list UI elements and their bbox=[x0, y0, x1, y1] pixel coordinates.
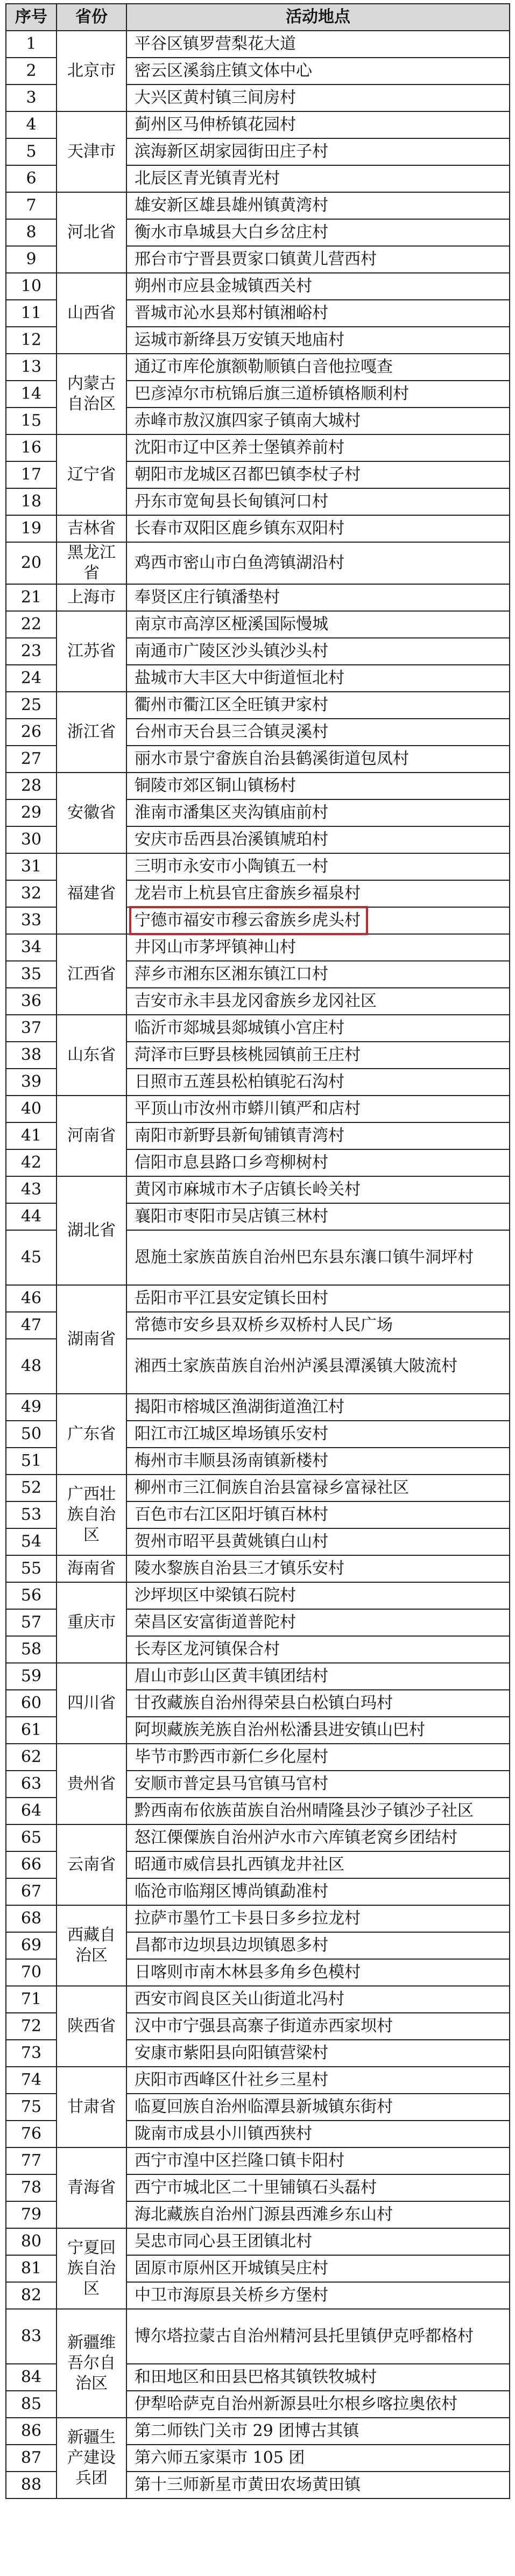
row-number: 33 bbox=[6, 907, 57, 934]
row-number: 49 bbox=[6, 1394, 57, 1421]
location-cell: 陇南市成县小川镇西狭村 bbox=[126, 2121, 510, 2147]
row-number: 27 bbox=[6, 746, 57, 773]
location-cell: 台州市天台县三合镇灵溪村 bbox=[126, 719, 510, 746]
row-number: 40 bbox=[6, 1096, 57, 1122]
location-cell: 平谷区镇罗营梨花大道 bbox=[126, 31, 510, 58]
location-cell: 通辽市库伦旗额勒顺镇白音他拉嘎查 bbox=[126, 354, 510, 381]
table-body bbox=[6, 31, 510, 2498]
row-number: 38 bbox=[6, 1042, 57, 1069]
province-cell: 河北省 bbox=[57, 192, 126, 273]
row-number: 51 bbox=[6, 1448, 57, 1475]
row-number: 58 bbox=[6, 1636, 57, 1663]
table-row bbox=[6, 584, 510, 611]
location-cell: 庆阳市西峰区什社乡三星村 bbox=[126, 2067, 510, 2094]
location-cell: 龙岩市上杭县官庄畲族乡福泉村 bbox=[126, 880, 510, 907]
row-number: 30 bbox=[6, 826, 57, 853]
location-cell: 襄阳市枣阳市吴店镇三林村 bbox=[126, 1203, 510, 1230]
location-cell: 临夏回族自治州临潭县新城镇东街村 bbox=[126, 2094, 510, 2121]
row-number: 22 bbox=[6, 611, 57, 638]
table-row bbox=[6, 273, 510, 300]
row-number: 57 bbox=[6, 1609, 57, 1636]
location-cell: 南京市高淳区桠溪国际慢城 bbox=[126, 611, 510, 638]
location-cell: 百色市右江区阳圩镇百林村 bbox=[126, 1501, 510, 1528]
location-cell: 巴彦淖尔市杭锦后旗三道桥镇格顺利村 bbox=[126, 381, 510, 408]
location-cell: 朝阳市龙城区召都巴镇李杖子村 bbox=[126, 461, 510, 488]
row-number: 11 bbox=[6, 300, 57, 327]
row-number: 60 bbox=[6, 1690, 57, 1717]
province-cell: 江西省 bbox=[57, 934, 126, 1015]
table-row bbox=[6, 1394, 510, 1421]
row-number: 86 bbox=[6, 2418, 57, 2445]
location-cell: 平顶山市汝州市蟒川镇严和店村 bbox=[126, 1096, 510, 1122]
row-number: 7 bbox=[6, 192, 57, 219]
location-cell: 日照市五莲县松柏镇驼石沟村 bbox=[126, 1069, 510, 1096]
province-cell: 新疆维吾尔自治区 bbox=[57, 2309, 126, 2418]
location-cell: 吴忠市同心县王团镇北村 bbox=[126, 2228, 510, 2255]
row-number: 35 bbox=[6, 961, 57, 988]
location-cell: 赤峰市敖汉旗四家子镇南大城村 bbox=[126, 408, 510, 434]
row-number: 29 bbox=[6, 799, 57, 826]
location-cell: 荣昌区安富街道普陀村 bbox=[126, 1609, 510, 1636]
location-cell: 甘孜藏族自治州得荣县白松镇白玛村 bbox=[126, 1690, 510, 1717]
location-cell: 长春市双阳区鹿乡镇东双阳村 bbox=[126, 515, 510, 542]
row-number: 28 bbox=[6, 773, 57, 799]
province-cell: 内蒙古自治区 bbox=[57, 354, 126, 434]
table-row bbox=[6, 1824, 510, 1851]
location-cell: 铜陵市郊区铜山镇杨村 bbox=[126, 773, 510, 799]
location-cell: 密云区溪翁庄镇文体中心 bbox=[126, 58, 510, 85]
location-cell: 信阳市息县路口乡弯柳树村 bbox=[126, 1149, 510, 1176]
location-cell: 西安市阎良区关山街道北冯村 bbox=[126, 1986, 510, 2013]
row-number: 31 bbox=[6, 853, 57, 880]
row-number: 55 bbox=[6, 1555, 57, 1582]
location-cell: 衡水市阜城县大白乡岔庄村 bbox=[126, 219, 510, 246]
row-number: 5 bbox=[6, 138, 57, 165]
table-row bbox=[6, 1096, 510, 1122]
location-cell: 贺州市昭平县黄姚镇白山村 bbox=[126, 1528, 510, 1555]
location-cell: 湘西土家族苗族自治州泸溪县潭溪镇大陂流村 bbox=[126, 1339, 510, 1394]
location-cell: 岳阳市平江县安定镇长田村 bbox=[126, 1285, 510, 1312]
location-cell: 常德市安乡县双桥乡双桥村人民广场 bbox=[126, 1312, 510, 1339]
table-row bbox=[6, 1905, 510, 1932]
row-number: 68 bbox=[6, 1905, 57, 1932]
location-cell: 盐城市大丰区大中街道恒北村 bbox=[126, 665, 510, 692]
row-number: 1 bbox=[6, 31, 57, 58]
province-cell: 安徽省 bbox=[57, 773, 126, 853]
location-cell: 梅州市丰顺县汤南镇新楼村 bbox=[126, 1448, 510, 1475]
table-row bbox=[6, 515, 510, 542]
province-cell: 江苏省 bbox=[57, 611, 126, 692]
province-cell: 青海省 bbox=[57, 2147, 126, 2228]
province-cell: 贵州省 bbox=[57, 1744, 126, 1824]
location-cell: 丽水市景宁畲族自治县鹤溪街道包凤村 bbox=[126, 746, 510, 773]
row-number: 53 bbox=[6, 1501, 57, 1528]
location-cell: 伊犁哈萨克自治州新源县吐尔根乡喀拉奥依村 bbox=[126, 2391, 510, 2418]
province-cell: 重庆市 bbox=[57, 1582, 126, 1663]
row-number: 88 bbox=[6, 2472, 57, 2498]
province-cell: 山东省 bbox=[57, 1015, 126, 1096]
location-cell: 恩施土家族苗族自治州巴东县东瀼口镇牛洞坪村 bbox=[126, 1230, 510, 1285]
row-number: 54 bbox=[6, 1528, 57, 1555]
province-cell: 湖南省 bbox=[57, 1285, 126, 1394]
location-cell: 阳江市江城区埠场镇乐安村 bbox=[126, 1421, 510, 1448]
row-number: 2 bbox=[6, 58, 57, 85]
row-number: 12 bbox=[6, 327, 57, 354]
table-row bbox=[6, 111, 510, 138]
location-cell: 井冈山市茅坪镇神山村 bbox=[126, 934, 510, 961]
location-cell: 眉山市彭山区黄丰镇团结村 bbox=[126, 1663, 510, 1690]
row-number: 45 bbox=[6, 1230, 57, 1285]
location-cell: 西宁市湟中区拦隆口镇卡阳村 bbox=[126, 2147, 510, 2174]
activity-locations-table bbox=[5, 3, 510, 2499]
table-row bbox=[6, 1176, 510, 1203]
location-cell: 蓟州区马伸桥镇花园村 bbox=[126, 111, 510, 138]
table-row bbox=[6, 1285, 510, 1312]
location-cell: 海北藏族自治州门源县西滩乡东山村 bbox=[126, 2201, 510, 2228]
table-row bbox=[6, 773, 510, 799]
table-row bbox=[6, 31, 510, 58]
row-number: 24 bbox=[6, 665, 57, 692]
row-number: 25 bbox=[6, 692, 57, 719]
location-cell: 阿坝藏族羌族自治州松潘县进安镇山巴村 bbox=[126, 1717, 510, 1744]
row-number: 81 bbox=[6, 2255, 57, 2282]
table-row bbox=[6, 2418, 510, 2445]
row-number: 59 bbox=[6, 1663, 57, 1690]
row-number: 19 bbox=[6, 515, 57, 542]
row-number: 21 bbox=[6, 584, 57, 611]
province-cell: 湖北省 bbox=[57, 1176, 126, 1285]
province-cell: 山西省 bbox=[57, 273, 126, 354]
row-number: 56 bbox=[6, 1582, 57, 1609]
location-cell: 沈阳市辽中区养士堡镇养前村 bbox=[126, 434, 510, 461]
location-cell: 中卫市海原县关桥乡方堡村 bbox=[126, 2282, 510, 2309]
location-cell: 鸡西市密山市白鱼湾镇湖沿村 bbox=[126, 542, 510, 584]
row-number: 41 bbox=[6, 1122, 57, 1149]
location-cell: 拉萨市墨竹工卡县日多乡拉龙村 bbox=[126, 1905, 510, 1932]
row-number: 87 bbox=[6, 2445, 57, 2472]
location-cell: 萍乡市湘东区湘东镇江口村 bbox=[126, 961, 510, 988]
row-number: 64 bbox=[6, 1798, 57, 1824]
row-number: 20 bbox=[6, 542, 57, 584]
location-cell: 雄安新区雄县雄州镇黄湾村 bbox=[126, 192, 510, 219]
location-cell: 沙坪坝区中梁镇石院村 bbox=[126, 1582, 510, 1609]
location-cell: 丹东市宽甸县长甸镇河口村 bbox=[126, 488, 510, 515]
location-cell: 安顺市普定县马官镇马官村 bbox=[126, 1771, 510, 1798]
location-cell: 邢台市宁晋县贾家口镇黄儿营西村 bbox=[126, 246, 510, 273]
location-cell: 昌都市边坝县边坝镇恩多村 bbox=[126, 1932, 510, 1959]
table-header-row bbox=[6, 4, 510, 31]
location-cell: 临沂市郯城县郯城镇小宫庄村 bbox=[126, 1015, 510, 1042]
table-row bbox=[6, 1555, 510, 1582]
row-number: 78 bbox=[6, 2174, 57, 2201]
location-cell: 第六师五家渠市 105 团 bbox=[126, 2445, 510, 2472]
location-cell: 南阳市新野县新甸铺镇青湾村 bbox=[126, 1122, 510, 1149]
table-row bbox=[6, 692, 510, 719]
header-number: 序号 bbox=[6, 4, 57, 31]
province-cell: 广西壮族自治区 bbox=[57, 1475, 126, 1555]
location-cell: 怒江傈僳族自治州泸水市六库镇老窝乡团结村 bbox=[126, 1824, 510, 1851]
location-cell: 滨海新区胡家园街田庄子村 bbox=[126, 138, 510, 165]
province-cell: 上海市 bbox=[57, 584, 126, 611]
row-number: 83 bbox=[6, 2309, 57, 2364]
header-province: 省份 bbox=[57, 4, 126, 31]
row-number: 85 bbox=[6, 2391, 57, 2418]
location-cell: 晋城市沁水县郑村镇湘峪村 bbox=[126, 300, 510, 327]
table-row bbox=[6, 934, 510, 961]
table-row bbox=[6, 192, 510, 219]
row-number: 9 bbox=[6, 246, 57, 273]
row-number: 73 bbox=[6, 2040, 57, 2067]
province-cell: 浙江省 bbox=[57, 692, 126, 773]
row-number: 23 bbox=[6, 638, 57, 665]
table-row bbox=[6, 1986, 510, 2013]
location-cell: 菏泽市巨野县核桃园镇前王庄村 bbox=[126, 1042, 510, 1069]
row-number: 16 bbox=[6, 434, 57, 461]
location-cell: 长寿区龙河镇保合村 bbox=[126, 1636, 510, 1663]
table-row bbox=[6, 2228, 510, 2255]
table-row bbox=[6, 611, 510, 638]
location-cell: 三明市永安市小陶镇五一村 bbox=[126, 853, 510, 880]
province-cell: 四川省 bbox=[57, 1663, 126, 1744]
location-cell: 柳州市三江侗族自治县富禄乡富禄社区 bbox=[126, 1475, 510, 1501]
row-number: 39 bbox=[6, 1069, 57, 1096]
table-row bbox=[6, 2067, 510, 2094]
location-cell: 陵水黎族自治县三才镇乐安村 bbox=[126, 1555, 510, 1582]
row-number: 17 bbox=[6, 461, 57, 488]
location-cell: 衢州市衢江区全旺镇尹家村 bbox=[126, 692, 510, 719]
row-number: 47 bbox=[6, 1312, 57, 1339]
row-number: 4 bbox=[6, 111, 57, 138]
row-number: 10 bbox=[6, 273, 57, 300]
table-row bbox=[6, 2309, 510, 2364]
province-cell: 北京市 bbox=[57, 31, 126, 111]
row-number: 46 bbox=[6, 1285, 57, 1312]
row-number: 76 bbox=[6, 2121, 57, 2147]
row-number: 72 bbox=[6, 2013, 57, 2040]
table-row bbox=[6, 853, 510, 880]
location-cell: 朔州市应县金城镇西关村 bbox=[126, 273, 510, 300]
province-cell: 陕西省 bbox=[57, 1986, 126, 2067]
province-cell: 辽宁省 bbox=[57, 434, 126, 515]
location-cell: 昭通市威信县扎西镇龙井社区 bbox=[126, 1851, 510, 1878]
location-cell: 汉中市宁强县高寨子街道赤西家坝村 bbox=[126, 2013, 510, 2040]
province-cell: 福建省 bbox=[57, 853, 126, 934]
table-row bbox=[6, 1475, 510, 1501]
location-cell: 淮南市潘集区夹沟镇庙前村 bbox=[126, 799, 510, 826]
location-cell: 固原市原州区开城镇吴庄村 bbox=[126, 2255, 510, 2282]
row-number: 18 bbox=[6, 488, 57, 515]
row-number: 80 bbox=[6, 2228, 57, 2255]
province-cell: 海南省 bbox=[57, 1555, 126, 1582]
table-row bbox=[6, 542, 510, 584]
row-number: 13 bbox=[6, 354, 57, 381]
row-number: 74 bbox=[6, 2067, 57, 2094]
location-cell: 博尔塔拉蒙古自治州精河县托里镇伊克呼都格村 bbox=[126, 2309, 510, 2364]
table-row bbox=[6, 2147, 510, 2174]
row-number: 44 bbox=[6, 1203, 57, 1230]
table-row bbox=[6, 1663, 510, 1690]
province-cell: 新疆生产建设兵团 bbox=[57, 2418, 126, 2498]
location-cell: 第十三师新星市黄田农场黄田镇 bbox=[126, 2472, 510, 2498]
province-cell: 广东省 bbox=[57, 1394, 126, 1475]
header-location: 活动地点 bbox=[126, 4, 510, 31]
row-number: 32 bbox=[6, 880, 57, 907]
location-cell: 黄冈市麻城市木子店镇长岭关村 bbox=[126, 1176, 510, 1203]
location-cell: 第二师铁门关市 29 团博古其镇 bbox=[126, 2418, 510, 2445]
province-cell: 吉林省 bbox=[57, 515, 126, 542]
row-number: 66 bbox=[6, 1851, 57, 1878]
row-number: 50 bbox=[6, 1421, 57, 1448]
row-number: 43 bbox=[6, 1176, 57, 1203]
location-cell: 安康市紫阳县向阳镇营梁村 bbox=[126, 2040, 510, 2067]
table-row bbox=[6, 1582, 510, 1609]
row-number: 48 bbox=[6, 1339, 57, 1394]
row-number: 65 bbox=[6, 1824, 57, 1851]
row-number: 67 bbox=[6, 1878, 57, 1905]
row-number: 37 bbox=[6, 1015, 57, 1042]
row-number: 77 bbox=[6, 2147, 57, 2174]
row-number: 69 bbox=[6, 1932, 57, 1959]
province-cell: 云南省 bbox=[57, 1824, 126, 1905]
province-cell: 西藏自治区 bbox=[57, 1905, 126, 1986]
row-number: 8 bbox=[6, 219, 57, 246]
location-cell: 安庆市岳西县冶溪镇虓珀村 bbox=[126, 826, 510, 853]
province-cell: 甘肃省 bbox=[57, 2067, 126, 2147]
location-cell: 宁德市福安市穆云畲族乡虎头村 bbox=[126, 907, 510, 934]
row-number: 71 bbox=[6, 1986, 57, 2013]
province-cell: 宁夏回族自治区 bbox=[57, 2228, 126, 2309]
row-number: 63 bbox=[6, 1771, 57, 1798]
row-number: 34 bbox=[6, 934, 57, 961]
province-cell: 黑龙江省 bbox=[57, 542, 126, 584]
location-cell: 揭阳市榕城区渔湖街道渔江村 bbox=[126, 1394, 510, 1421]
row-number: 70 bbox=[6, 1959, 57, 1986]
location-cell: 和田地区和田县巴格其镇铁牧城村 bbox=[126, 2364, 510, 2391]
location-cell: 北辰区青光镇青光村 bbox=[126, 165, 510, 192]
location-cell: 奉贤区庄行镇潘垫村 bbox=[126, 584, 510, 611]
row-number: 26 bbox=[6, 719, 57, 746]
table-row bbox=[6, 1015, 510, 1042]
location-cell: 日喀则市南木林县多角乡色模村 bbox=[126, 1959, 510, 1986]
row-number: 82 bbox=[6, 2282, 57, 2309]
row-number: 14 bbox=[6, 381, 57, 408]
table-row bbox=[6, 434, 510, 461]
row-number: 36 bbox=[6, 988, 57, 1015]
row-number: 75 bbox=[6, 2094, 57, 2121]
table-row bbox=[6, 1744, 510, 1771]
location-cell: 临沧市临翔区博尚镇勐准村 bbox=[126, 1878, 510, 1905]
row-number: 79 bbox=[6, 2201, 57, 2228]
location-cell: 吉安市永丰县龙冈畲族乡龙冈社区 bbox=[126, 988, 510, 1015]
province-cell: 河南省 bbox=[57, 1096, 126, 1176]
row-number: 61 bbox=[6, 1717, 57, 1744]
province-cell: 天津市 bbox=[57, 111, 126, 192]
location-cell: 黔西南布依族苗族自治州晴隆县沙子镇沙子社区 bbox=[126, 1798, 510, 1824]
row-number: 42 bbox=[6, 1149, 57, 1176]
row-number: 84 bbox=[6, 2364, 57, 2391]
row-number: 52 bbox=[6, 1475, 57, 1501]
location-cell: 毕节市黔西市新仁乡化屋村 bbox=[126, 1744, 510, 1771]
location-cell: 大兴区黄村镇三间房村 bbox=[126, 85, 510, 111]
location-cell: 运城市新绛县万安镇天地庙村 bbox=[126, 327, 510, 354]
location-cell: 南通市广陵区沙头镇沙头村 bbox=[126, 638, 510, 665]
row-number: 6 bbox=[6, 165, 57, 192]
row-number: 62 bbox=[6, 1744, 57, 1771]
row-number: 3 bbox=[6, 85, 57, 111]
location-cell: 西宁市城北区二十里铺镇石头磊村 bbox=[126, 2174, 510, 2201]
table-row bbox=[6, 354, 510, 381]
row-number: 15 bbox=[6, 408, 57, 434]
